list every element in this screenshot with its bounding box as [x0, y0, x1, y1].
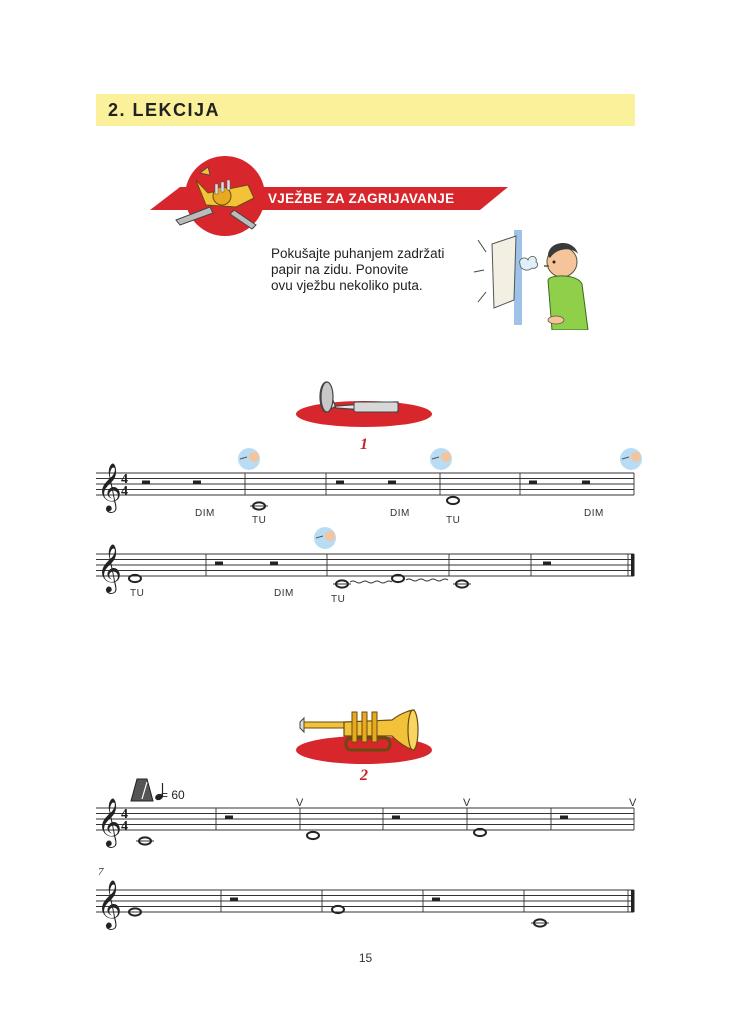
treble-clef: 𝄞 — [97, 879, 122, 928]
instruction-line: papir na zidu. Ponovite — [271, 262, 409, 277]
svg-text:4: 4 — [121, 819, 128, 834]
syllable-label: DIM — [390, 508, 410, 519]
glissando-line — [350, 581, 392, 583]
exercise-number: 1 — [360, 436, 368, 453]
syllable-label: DIM — [584, 508, 604, 519]
svg-text:4: 4 — [121, 484, 128, 499]
syllable-label: DIM — [195, 508, 215, 519]
treble-clef: 𝄞 — [97, 462, 122, 511]
treble-clef: 𝄞 — [97, 543, 122, 592]
instruction-line: ovu vježbu nekoliko puta. — [271, 278, 423, 293]
mouthpiece-illustration — [294, 376, 434, 428]
breath-mark: V — [629, 797, 637, 809]
syllable-label: DIM — [274, 588, 294, 599]
breath-mark: V — [296, 797, 304, 809]
final-barline — [631, 890, 635, 912]
breath-mark: V — [463, 797, 471, 809]
syllable-label: TU — [252, 515, 267, 526]
syllable-label: TU — [130, 588, 145, 599]
whole-notes — [129, 575, 471, 588]
whole-notes — [136, 829, 486, 845]
music-staff-ex2-row2 — [0, 872, 731, 942]
whole-notes — [129, 906, 549, 927]
treble-clef: 𝄞 — [97, 797, 122, 846]
music-staff-ex1-row2 — [0, 522, 731, 612]
syllable-label: TU — [331, 594, 346, 605]
trumpet-illustration — [294, 708, 434, 766]
lesson-header-bar — [96, 94, 635, 126]
whole-notes — [250, 497, 459, 510]
syllable-label: TU — [446, 515, 461, 526]
lesson-title: 2. LEKCIJA — [108, 100, 221, 120]
half-rests — [230, 898, 440, 902]
final-barline — [631, 554, 635, 576]
warmup-instruction — [271, 246, 444, 294]
exercise-number: 2 — [360, 767, 368, 784]
half-rests — [142, 481, 590, 485]
time-signature: 4 — [121, 472, 128, 487]
music-staff-ex2-row1 — [0, 790, 731, 860]
measure-number: 7 — [98, 866, 104, 878]
tempo-text: = 60 — [161, 788, 185, 802]
page-number: 15 — [358, 951, 373, 965]
half-rests — [215, 562, 551, 566]
boy-blowing-paper-illustration — [470, 222, 595, 330]
blowing-icon — [314, 527, 336, 549]
half-rests — [225, 816, 568, 820]
warmup-banner-title: VJEŽBE ZA ZAGRIJAVANJE — [268, 191, 455, 206]
time-signature: 4 — [121, 807, 128, 822]
glissando-line — [406, 579, 448, 581]
instruction-line: Pokušajte puhanjem zadržati — [271, 246, 445, 261]
blowing-icon — [238, 448, 642, 470]
